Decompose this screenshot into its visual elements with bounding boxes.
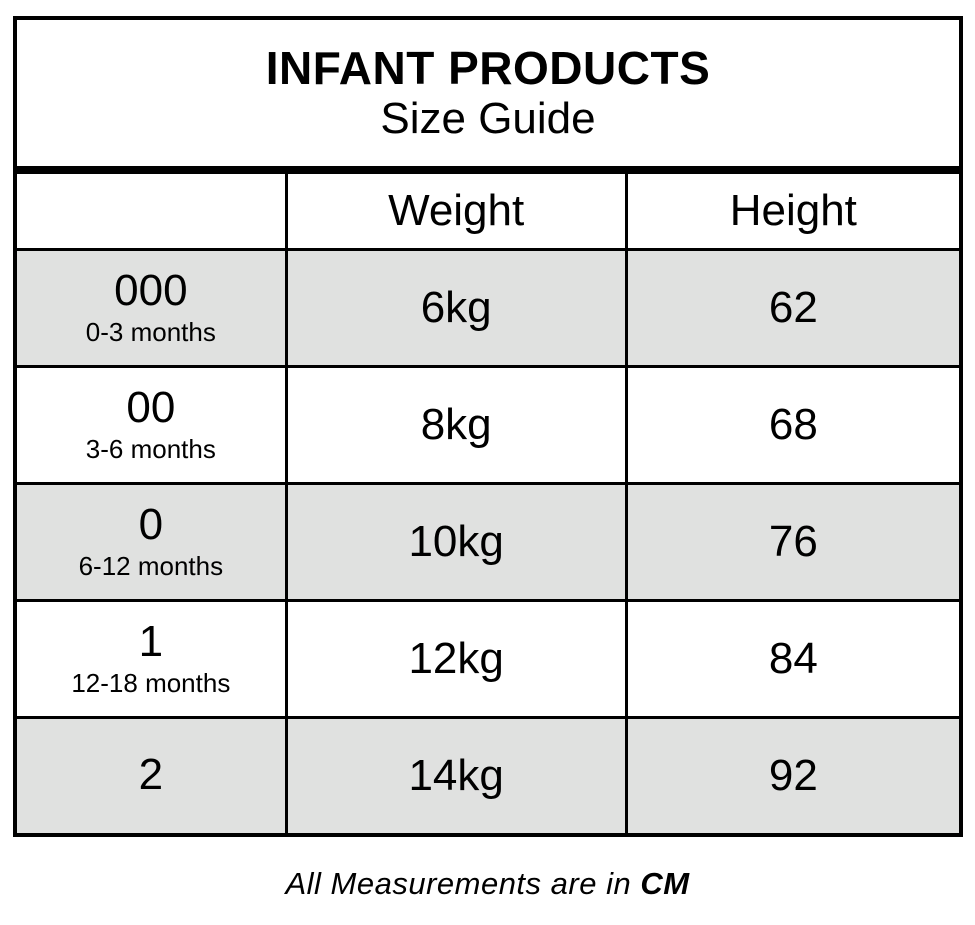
page-title: INFANT PRODUCTS [265,41,711,94]
height-cell: 92 [626,718,959,834]
height-cell: 62 [626,250,959,367]
table-row [17,367,959,484]
size-label: 0 [138,500,164,550]
measurement-note-text: All Measurements are in [285,866,641,901]
size-label: 1 [138,617,164,667]
weight-cell: 8kg [286,367,626,484]
size-cell [17,484,286,601]
size-cell [17,367,286,484]
size-guide-card [13,16,963,837]
age-range-label: 12-18 months [71,667,231,698]
table-row [17,484,959,601]
weight-cell: 10kg [286,484,626,601]
weight-cell: 14kg [286,718,626,834]
page-subtitle: Size Guide [380,94,596,144]
age-range-label: 0-3 months [85,316,216,347]
height-cell: 68 [626,367,959,484]
height-cell: 84 [626,601,959,718]
weight-cell: 6kg [286,250,626,367]
height-cell: 76 [626,484,959,601]
size-label: 2 [138,749,164,799]
table-header-row [17,174,959,250]
age-range-label: 6-12 months [78,550,224,581]
size-cell [17,718,286,834]
weight-cell: 12kg [286,601,626,718]
measurement-unit: CM [640,866,690,901]
size-table [17,174,959,833]
column-header-height: Height [626,174,959,250]
measurement-note [0,866,975,902]
size-cell [17,601,286,718]
column-header-size [17,174,286,250]
table-row [17,601,959,718]
table-row [17,718,959,834]
column-header-weight: Weight [286,174,626,250]
age-range-label: 3-6 months [85,433,216,464]
table-row [17,250,959,367]
size-label: 000 [114,266,188,316]
size-label: 00 [126,383,176,433]
title-block [17,20,959,174]
size-cell [17,250,286,367]
